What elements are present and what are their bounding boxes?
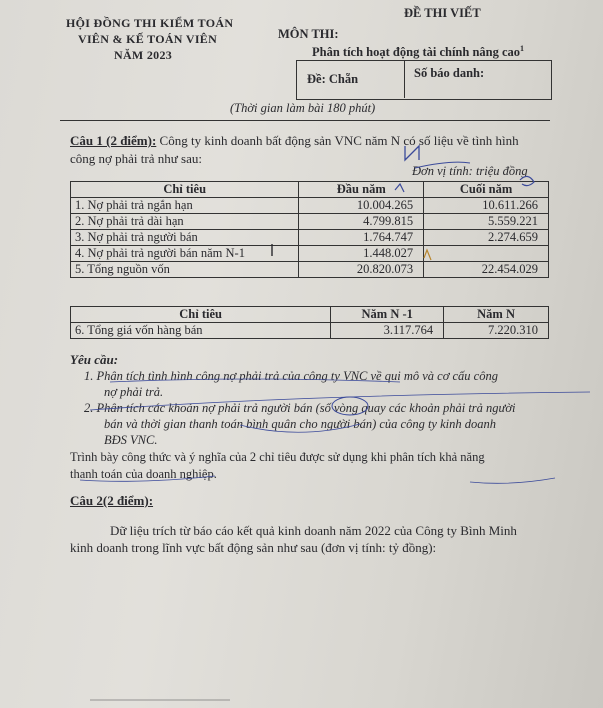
req1-line1: 1. Phân tích tình hình công nợ phải trả của công ty VNC về qui mô và cơ cấu công	[84, 369, 498, 383]
table-header-row	[71, 307, 549, 323]
row-label: 6. Tổng giá vốn hàng bán	[71, 323, 331, 339]
q2-title: Câu 2(2 điểm):	[70, 493, 154, 508]
col-header-item: Chỉ tiêu	[71, 307, 331, 323]
row-label: 5. Tổng nguồn vốn	[71, 262, 299, 278]
row-label: 3. Nợ phải trả người bán	[71, 230, 299, 246]
subject-label: MÔN THI:	[278, 27, 339, 41]
req2-line2: bán và thời gian thanh toán bình quân cho người bán) của công ty kinh doanh	[104, 417, 496, 431]
table-row	[71, 246, 549, 262]
q2-text-line1: Dữ liệu trích từ báo cáo kết quả kinh doanh năm 2022 của Công ty Bình Minh	[110, 523, 517, 538]
row-end-value	[424, 246, 549, 262]
q1-intro-line2: công nợ phải trả như sau:	[70, 151, 202, 166]
council-line2: VIÊN & KẾ TOÁN VIÊN	[78, 32, 218, 46]
candidate-number-label: Số báo danh:	[414, 66, 485, 80]
q2-text-line2: kinh doanh trong lĩnh vực bất động sản như sau (đơn vị tính: tỷ đồng):	[70, 540, 437, 555]
row-start-value: 10.004.265	[299, 198, 424, 214]
exam-code-box-divider	[404, 60, 405, 98]
row-prev-value: 3.117.764	[331, 323, 444, 339]
subject-name-text: Phân tích hoạt động tài chính nâng cao	[312, 45, 521, 60]
requirements-title: Yêu cầu:	[70, 352, 119, 367]
q1-title: Câu 1 (2 điểm):	[70, 133, 157, 148]
req3-line2: thanh toán của doanh nghiệp.	[70, 467, 217, 481]
subject-name	[312, 44, 524, 60]
q1-intro-line1: Công ty kinh doanh bất động sản VNC năm N có số liệu về tình hình	[159, 133, 519, 148]
exam-code-label: Đề: Chẵn	[307, 72, 359, 86]
table-row	[71, 230, 549, 246]
col-header-prev-year: Năm N -1	[331, 307, 444, 323]
row-end-value: 10.611.266	[424, 198, 549, 214]
req2-line1: 2. Phân tích các khoản nợ phải trả người bán (số vòng quay các khoản phải trả người	[84, 401, 516, 415]
council-line1: HỘI ĐỒNG THI KIỂM TOÁN	[66, 16, 234, 30]
row-start-value: 4.799.815	[299, 214, 424, 230]
row-label: 1. Nợ phải trả ngắn hạn	[71, 198, 299, 214]
col-header-item: Chỉ tiêu	[71, 182, 299, 198]
pen-mark-line5	[470, 478, 555, 483]
row-cur-value: 7.220.310	[444, 323, 549, 339]
row-label: 4. Nợ phải trả người bán năm N-1	[71, 246, 299, 262]
row-start-value: 1.764.747	[299, 230, 424, 246]
time-note: (Thời gian làm bài 180 phút)	[230, 101, 376, 115]
req3-line1: Trình bày công thức và ý nghĩa của 2 chỉ tiêu được sử dụng khi phân tích khả năng	[70, 450, 485, 464]
table-row	[71, 262, 549, 278]
row-label: 2. Nợ phải trả dài hạn	[71, 214, 299, 230]
row-end-value: 5.559.221	[424, 214, 549, 230]
row-end-value: 2.274.659	[424, 230, 549, 246]
table-row	[71, 323, 549, 339]
unit-note: Đơn vị tính: triệu đồng	[412, 164, 528, 178]
col-header-end: Cuối năm	[424, 182, 549, 198]
req2-line3: BĐS VNC.	[104, 433, 158, 447]
table-header-row	[71, 182, 549, 198]
q1-intro	[70, 132, 519, 149]
row-start-value: 1.448.027	[299, 246, 424, 262]
liabilities-table	[70, 181, 549, 278]
table-row	[71, 214, 549, 230]
row-start-value: 20.820.073	[299, 262, 424, 278]
table-row	[71, 198, 549, 214]
col-header-cur-year: Năm N	[444, 307, 549, 323]
subject-sup: 1	[520, 44, 525, 53]
req1-line2: nợ phải trả.	[104, 385, 164, 399]
exam-year: NĂM 2023	[114, 48, 173, 62]
header-rule	[60, 120, 550, 121]
exam-type: ĐỀ THI VIẾT	[404, 6, 481, 20]
col-header-start: Đầu năm	[299, 182, 424, 198]
row-end-value: 22.454.029	[424, 262, 549, 278]
cogs-table	[70, 306, 549, 339]
